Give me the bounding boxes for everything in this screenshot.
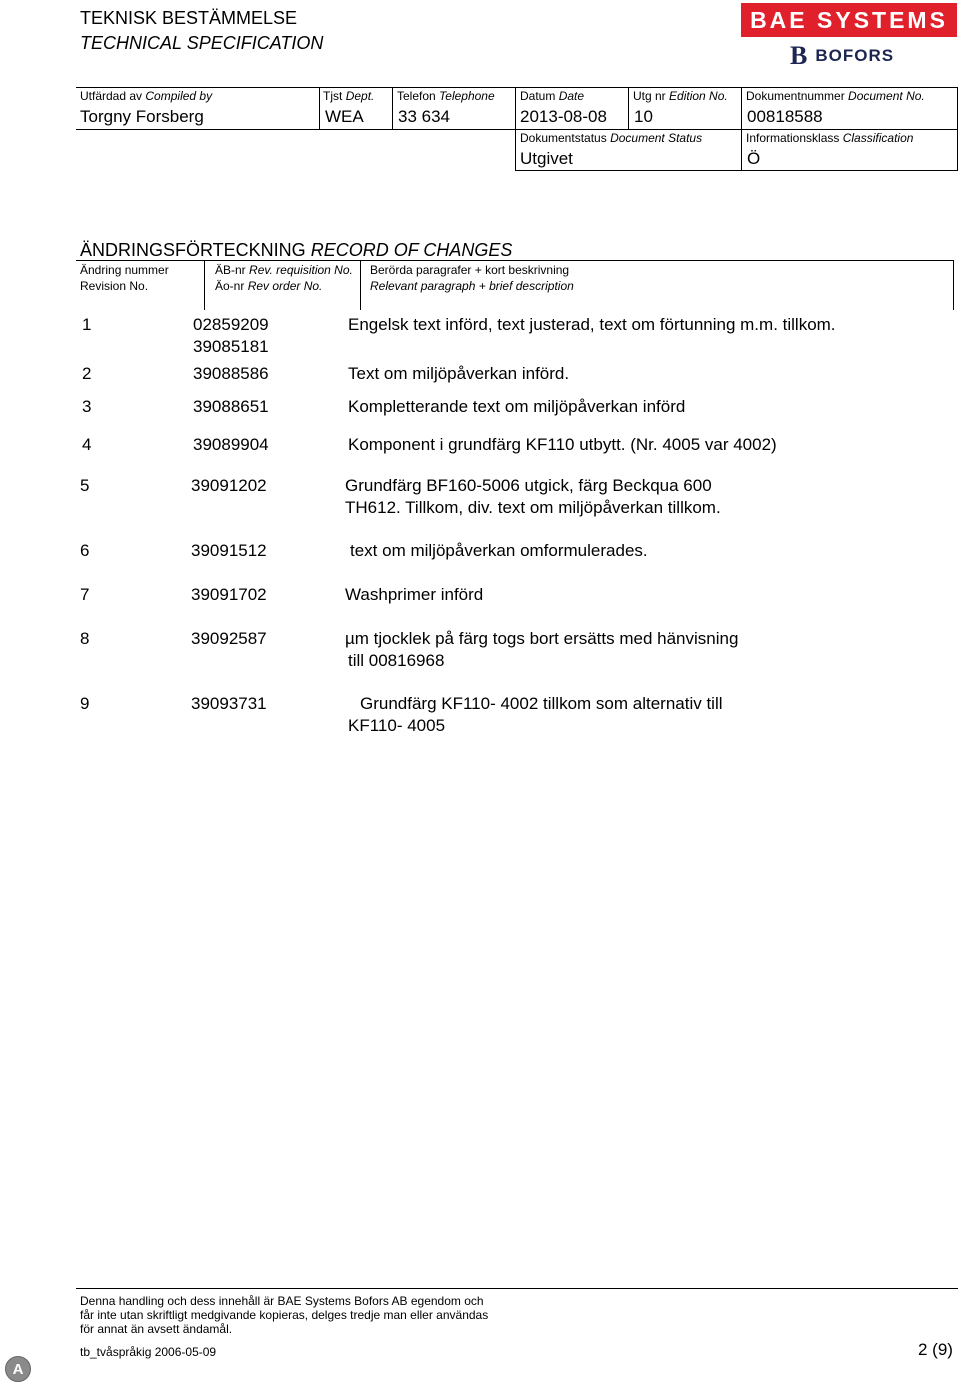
document-number-label: Dokumentnummer Document No. [746,89,925,103]
description-header-en: Relevant paragraph + brief description [370,279,574,293]
order-number: 39089904 [193,435,269,454]
order-number-secondary: 39085181 [193,337,269,356]
change-description-continued: TH612. Tillkom, div. text om miljöpåverkan tillkom. [345,498,721,517]
template-id: tb_tvåspråkig 2006-05-09 [80,1345,217,1359]
classification-value: Ö [747,149,761,168]
page-number: 2 (9) [918,1340,953,1359]
change-description-continued: till 00816968 [348,651,445,670]
change-description-continued: KF110- 4005 [348,716,446,735]
footer-notice-line-3: för annat än avsett ändamål. [80,1322,233,1336]
order-number: 02859209 [193,315,269,334]
dept-value: WEA [325,107,364,126]
revision-number: 2 [82,364,92,383]
change-description: Kompletterande text om miljöpåverkan införd [348,397,686,416]
order-number: 39091702 [191,585,267,604]
edition-value: 10 [634,107,653,126]
date-value: 2013-08-08 [520,107,607,126]
change-description: Engelsk text införd, text justerad, text om förtunning m.m. tillkom. [348,315,836,334]
change-description: Text om miljöpåverkan införd. [348,364,570,383]
document-status-value: Utgivet [520,149,573,168]
revision-number: 6 [80,541,90,560]
document-title-english: TECHNICAL SPECIFICATION [80,33,324,53]
document-title-swedish: TEKNISK BESTÄMMELSE [80,8,298,28]
bofors-logo [790,43,894,69]
document-status-label: Dokumentstatus Document Status [520,131,703,145]
classification-label: Informationsklass Classification [746,131,914,145]
footer-notice-line-1: Denna handling och dess innehåll är BAE Systems Bofors AB egendom och [80,1294,484,1308]
bofors-logo-text: BOFORS [815,46,895,65]
footer-notice-line-2: får inte utan skriftligt medgivande kopieras, delges tredje man eller användas [80,1308,489,1322]
record-of-changes-title: ÄNDRINGSFÖRTECKNING RECORD OF CHANGES [80,240,513,260]
revision-number: 3 [82,397,92,416]
revision-number: 7 [80,585,90,604]
revision-no-header-sv: Ändring nummer [80,263,169,277]
bofors-mark-icon: B [790,41,808,70]
watermark-a-icon: A [5,1356,31,1382]
dept-label: Tjst Dept. [323,89,375,103]
revision-number: 4 [82,435,92,454]
edition-label: Utg nr Edition No. [633,89,728,103]
order-number: 39091512 [191,541,267,560]
bae-systems-logo-text: BAE SYSTEMS [750,6,948,33]
date-label: Datum Date [520,89,585,103]
order-number: 39091202 [191,476,267,495]
compiled-by-value: Torgny Forsberg [80,107,204,126]
change-description: Washprimer införd [345,585,484,604]
bae-systems-logo [741,3,957,37]
change-description: Grundfärg KF110- 4002 tillkom som alternativ till [360,694,723,713]
order-number: 39088651 [193,397,269,416]
footer-divider [76,1288,958,1289]
order-number: 39088586 [193,364,269,383]
telephone-value: 33 634 [398,107,450,126]
rev-order-no-header: Äo-nr Rev order No. [215,279,323,293]
change-description: text om miljöpåverkan omformulerades. [350,541,648,560]
document-number-value: 00818588 [747,107,823,126]
revision-number: 8 [80,629,90,648]
change-description: Grundfärg BF160-5006 utgick, färg Beckqua 600 [345,476,712,495]
revision-number: 5 [80,476,90,495]
change-description: µm tjocklek på färg togs bort ersätts med hänvisning [345,629,739,648]
order-number: 39093731 [191,694,267,713]
order-number: 39092587 [191,629,267,648]
revision-no-header-en: Revision No. [80,279,149,293]
revision-number: 1 [82,315,92,334]
requisition-no-header: ÄB-nr Rev. requisition No. [215,263,353,277]
description-header-sv: Berörda paragrafer + kort beskrivning [370,263,570,277]
telephone-label: Telefon Telephone [397,89,495,103]
compiled-by-label: Utfärdad av Compiled by [80,89,213,103]
revision-number: 9 [80,694,90,713]
change-description: Komponent i grundfärg KF110 utbytt. (Nr. 4005 var 4002) [348,435,777,454]
